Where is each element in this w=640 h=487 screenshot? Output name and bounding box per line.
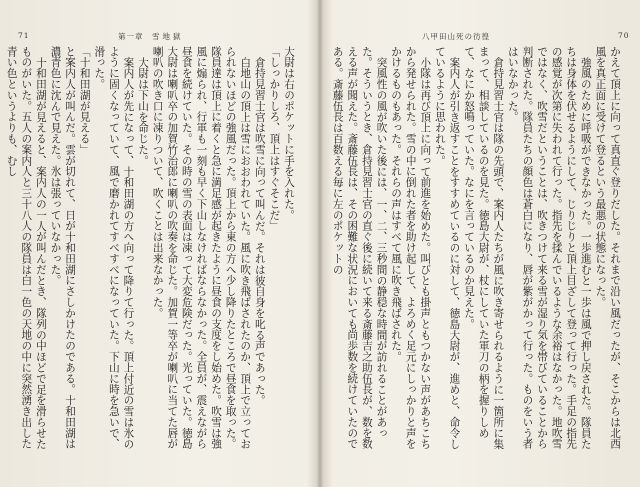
- paragraph: かえて頂上に向って真直ぐ登りだした。それまで沿い風だったが、そこからは北西風を真正面に受けて登るという最悪の状態になった。: [594, 46, 621, 450]
- paragraph: 強風のために呼吸ができなかった。一歩進むと一歩は風で押し戻された。隊員たちは身体を伏せるようにして、じりじりと頂上目ざして登って行った。手足の指先の感覚が次第に失われて行った。指先を揉んでいるような余裕はなかった。地吹雪ではなく、吹雪だということは、吹きつけて来る雪が湿り気を帯びていることから判断された。隊員たちの顔色は蒼白になり、唇が紫がかって行った。ものをいう者はいなかった。: [506, 46, 592, 450]
- paragraph: 案内人が先になって、十和田湖の方へ向って降りて行った。頂上付近の雪は氷のように固くなっていて、風で磨かれてすべすべになっていた。下山に時を急いで、滑った。: [93, 46, 135, 450]
- chapter-label: 第一章: [118, 32, 144, 41]
- paragraph: 大尉は下山を命じた。: [137, 56, 150, 166]
- left-page-body: [5, 46, 296, 456]
- paragraph: と案内人が叫んだ。雲が切れて、日が十和田湖にさしかけたのである。十和田湖は濃青色に沈んで見えた。氷は張っていなかった。: [49, 46, 77, 450]
- paragraph: 小隊は再び頂上に向って前進を始めた。叫びとも掛声ともつかない声があちこちから発せられた。雪の中に倒れた者を助け起して、よろめく足元にしっかりと声をかけるものもあった。それらの声はすべて風に吹き飛ばされた。: [390, 46, 432, 450]
- paragraph: 倉持見習士官は隊の先頭で、案内人たちが風に吹き寄せられるように一箇所に集まって、相談しているのを見た。徳島大尉が、杖にしていた軍刀の柄を握りしめて、なにか怒鳴っていた。なにを言っているのか見えた。: [463, 46, 505, 449]
- page-number-left: 71: [18, 31, 30, 40]
- paragraph: 白地山の頂上は雪におおわれていた。風に吹き飛ばされたのか、頂上で立っておられないほどの強風だった。頂上から東の方へ少し降りたところで昼食を取った。隊員達は頂上に着くと急に満足感が起きたように昼食の支度をし始めた。吹雪は強風に煽られ、行軍も一刻も早く下山しなければならなかった。全員が、震えながら昼食を続けていた。その時の雪の表面は凍って大変危険だった。光っていた。徳島大尉は喇叭卒の加賀竹治郎に喇叭の吹奏を命じた。加賀一等卒が喇叭に当てた唇が喇叭の吹き口に凍りついて、吹くことは出来なかった。: [151, 46, 252, 450]
- right-page: [322, 0, 640, 487]
- running-title: 八甲田山死の彷徨: [422, 32, 490, 41]
- right-page-body: [331, 46, 622, 456]
- left-page: [0, 0, 318, 487]
- paragraph: 「十和田湖が見える」: [78, 46, 91, 155]
- paragraph: 突風性の風が吹いた後には、一、二、三秒間の静穏な時間が訪れることがあった。そういうとき、倉持見習士官の直ぐ後に続いて来る斎藤吉之助伍長が、数を数える声が聞えた。斎藤伍長は、その困難な状況においても尚歩数を続けていたのである。斎藤伍長は百数える毎に左のポケットの: [331, 46, 388, 450]
- paragraph: 「しっかりしろ、頂上はすぐそこだ」: [268, 46, 281, 232]
- paragraph: 倉持見習士官は吹雪に向って叫んだ。それは彼自身を叱る声であった。: [253, 56, 266, 406]
- chapter-title: 雪地獄: [152, 32, 184, 41]
- paragraph: 案内人が引き返すことをすすめているのに対して、徳島大尉が、進めと、命令しているように思われた。: [433, 46, 461, 449]
- page-number-right: 70: [618, 31, 630, 40]
- paragraph: 大尉は右のポケットに手を入れた。: [283, 46, 295, 221]
- paragraph: 十和田湖が見えると、案内人の一人が叫んだとき、隊列の中ほどで足を滑らせたものがいた。五人の案内人と三十八人の隊員は白一色の天地の中に突然湧き出した青い色というよりも、むし: [5, 46, 47, 450]
